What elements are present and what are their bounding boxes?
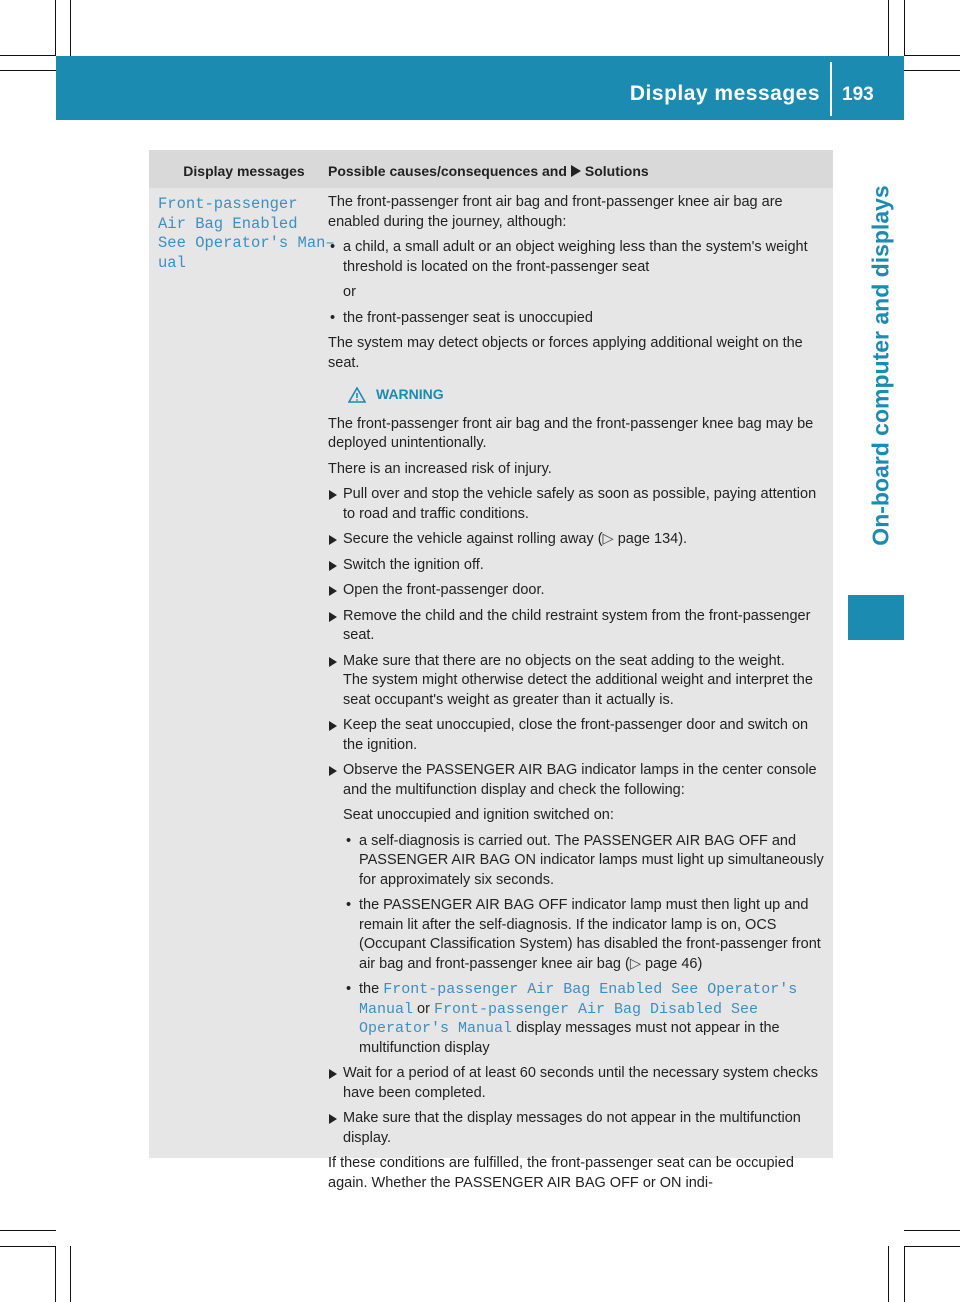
column-header-prefix: Possible causes/consequences and bbox=[328, 163, 567, 179]
step-item: Switch the ignition off. bbox=[328, 556, 828, 576]
crop-mark bbox=[0, 70, 56, 71]
page-reference[interactable]: page 46 bbox=[645, 955, 698, 972]
list-text: ) bbox=[697, 955, 703, 972]
step-item: Pull over and stop the vehicle safely as soon as possible, paying attention to road and traffic conditions. bbox=[328, 485, 828, 524]
column-header-messages: Display messages bbox=[183, 163, 305, 179]
crop-mark bbox=[904, 1246, 960, 1247]
step-item: Observe the PASSENGER AIR BAG indicator lamps in the center console and the multifunction display and check the following: bbox=[328, 761, 828, 800]
arrow-right-icon bbox=[571, 165, 581, 177]
solutions-column bbox=[328, 193, 828, 1199]
paragraph: If these conditions are fulfilled, the front-passenger seat can be occupied again. Whether the PASSENGER AIR BAG OFF or ON indi- bbox=[328, 1155, 794, 1191]
paragraph: The system may detect objects or forces applying additional weight on the seat. bbox=[328, 335, 803, 371]
crop-mark bbox=[904, 0, 905, 56]
header-divider bbox=[830, 62, 832, 116]
message-line: See Operator's Man– bbox=[158, 234, 335, 252]
crop-mark bbox=[888, 1246, 889, 1302]
display-message-inline: Front-passenger Air Bag Disabled See Operator's Manual bbox=[359, 1000, 759, 1037]
table-header bbox=[149, 150, 833, 188]
crop-mark bbox=[904, 70, 960, 71]
list-connector: or bbox=[343, 284, 356, 300]
crop-mark bbox=[0, 1246, 56, 1247]
page-number: 193 bbox=[842, 84, 874, 105]
crop-mark bbox=[55, 0, 56, 56]
step-text: Make sure that there are no objects on the seat adding to the weight. bbox=[343, 652, 785, 669]
list-text: the bbox=[359, 981, 380, 997]
crop-mark bbox=[904, 1246, 905, 1302]
crop-mark bbox=[0, 1230, 56, 1231]
column-header-suffix: Solutions bbox=[584, 163, 649, 179]
chapter-title: On-board computer and displays bbox=[867, 184, 894, 546]
display-message-inline: Front-passenger Air Bag Enabled See Operator's Manual bbox=[359, 981, 798, 1018]
step-item: Make sure that the display messages do not appear in the multifunction display. bbox=[328, 1109, 828, 1148]
warning-label: WARNING bbox=[376, 386, 444, 402]
warning-triangle-icon bbox=[348, 387, 366, 403]
paragraph: There is an increased risk of injury. bbox=[328, 460, 552, 477]
chapter-tab bbox=[848, 595, 904, 640]
page-reference[interactable]: page 134 bbox=[617, 531, 679, 547]
step-item: Wait for a period of at least 60 seconds until the necessary system checks have been completed. bbox=[328, 1064, 828, 1103]
step-text: The system might otherwise detect the additional weight and interpret the seat occupant's weight as greater than it actually is. bbox=[343, 672, 813, 708]
step-item: Remove the child and the child restraint system from the front-passenger seat. bbox=[328, 607, 828, 646]
column-header-causes bbox=[328, 163, 649, 179]
step-item: Keep the seat unoccupied, close the front-passenger door and switch on the ignition. bbox=[328, 716, 828, 755]
list-item bbox=[344, 980, 828, 1058]
step-item bbox=[328, 652, 828, 711]
list-text: or bbox=[417, 1000, 430, 1017]
step-text: ). bbox=[678, 531, 688, 547]
list-text: display messages must not appear in the multifunction display bbox=[359, 1020, 780, 1056]
crop-mark bbox=[70, 1246, 71, 1302]
crop-mark bbox=[70, 0, 71, 56]
list-item: • the front-passenger seat is unoccupied bbox=[328, 309, 828, 329]
list-item bbox=[344, 896, 828, 974]
page-ref-icon: ▷ bbox=[602, 531, 618, 547]
step-item: Open the front-passenger door. bbox=[328, 581, 828, 601]
page-title: Display messages bbox=[629, 82, 820, 105]
step-item bbox=[328, 530, 828, 550]
step-text: Secure the vehicle against rolling away ( bbox=[343, 531, 603, 547]
table-row bbox=[149, 188, 833, 1191]
crop-mark bbox=[888, 0, 889, 56]
crop-mark bbox=[904, 55, 960, 56]
step-subheading: Seat unoccupied and ignition switched on: bbox=[343, 807, 614, 823]
paragraph: The front-passenger front air bag and front-passenger knee air bag are enabled during the journey, although: bbox=[328, 194, 783, 230]
crop-mark bbox=[904, 1230, 960, 1231]
list-item: • a child, a small adult or an object weighing less than the system's weight threshold is located on the front-passenger seat bbox=[328, 238, 828, 277]
list-item: • a self-diagnosis is carried out. The PASSENGER AIR BAG OFF and PASSENGER AIR BAG ON indicator lamps must light up simultaneously for approximately six seconds. bbox=[344, 832, 828, 891]
crop-mark bbox=[55, 1246, 56, 1302]
message-line: Front-passenger bbox=[158, 195, 298, 213]
chapter-side-label bbox=[861, 130, 901, 600]
page-ref-icon: ▷ bbox=[629, 955, 646, 972]
crop-mark bbox=[0, 55, 56, 56]
paragraph: The front-passenger front air bag and the front-passenger knee bag may be deployed unintentionally. bbox=[328, 415, 814, 451]
list-text: the PASSENGER AIR BAG OFF indicator lamp must then light up and remain lit after the self-diagnosis. If the indicator lamp is on, OCS (Occupant Classification System) has disabled the front-passenger front air bag and front-passenger knee air bag ( bbox=[359, 897, 821, 972]
display-message bbox=[158, 195, 335, 273]
message-line: Air Bag Enabled bbox=[158, 214, 298, 233]
warning-heading bbox=[348, 385, 828, 405]
message-line: ual bbox=[158, 253, 186, 272]
